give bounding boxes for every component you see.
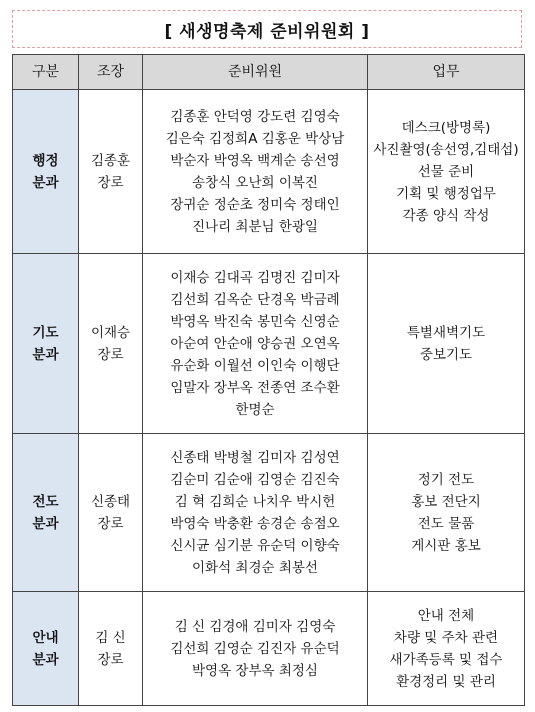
section-members: 김 신 김경애 김미자 김영숙 김선희 김영순 김진자 유순덕 박영옥 장부옥 최정심 [143, 592, 368, 706]
table-row [13, 254, 525, 434]
section-name: 안내 분과 [13, 592, 79, 706]
table-row [13, 592, 525, 706]
section-duties: 정기 전도 홍보 전단지 전도 물품 게시판 홍보 [368, 434, 525, 592]
section-leader: 김 신 장로 [79, 592, 143, 706]
section-leader: 김종훈 장로 [79, 90, 143, 254]
section-name: 전도 분과 [13, 434, 79, 592]
section-name: 기도 분과 [13, 254, 79, 434]
header-leader: 조장 [79, 55, 143, 90]
section-name: 행정 분과 [13, 90, 79, 254]
header-division: 구분 [13, 55, 79, 90]
page-title: [ 새생명축제 준비위원회 ] [12, 10, 522, 48]
section-leader: 신종태 장로 [79, 434, 143, 592]
section-leader: 이재승 장로 [79, 254, 143, 434]
section-duties: 특별새벽기도 중보기도 [368, 254, 525, 434]
section-members: 신종태 박병철 김미자 김성연 김순미 김순애 김영순 김진숙 김 혁 김희순 나치우 박시헌 박영숙 박충환 송경순 송점오 신시균 심기분 유순덕 이향숙 이화석 최경순 최봉선 [143, 434, 368, 592]
header-members: 준비위원 [143, 55, 368, 90]
section-duties: 데스크(방명록) 사진촬영(송선영,김태섭) 선물 준비 기획 및 행정업무 각종 양식 작성 [368, 90, 525, 254]
header-duties: 업무 [368, 55, 525, 90]
section-members: 이재승 김대곡 김명진 김미자 김선희 김옥순 단경옥 박금례 박영옥 박진숙 봉민숙 신영순 아순여 안순애 양승권 오연옥 유순화 이월선 이인숙 이행단 임말자 장부옥 전종연 조수환 한명순 [143, 254, 368, 434]
table-row [13, 90, 525, 254]
committee-table [12, 54, 525, 706]
table-row [13, 434, 525, 592]
section-members: 김종훈 안덕영 강도련 김영숙 김은숙 김정희A 김홍운 박상남 박순자 박영옥 백계순 송선영 송창식 오난희 이복진 장귀순 정순초 정미숙 정태인 진나리 최분님 한광일 [143, 90, 368, 254]
section-duties: 안내 전체 차량 및 주차 관련 새가족등록 및 접수 환경정리 및 관리 [368, 592, 525, 706]
header-row [13, 55, 525, 90]
